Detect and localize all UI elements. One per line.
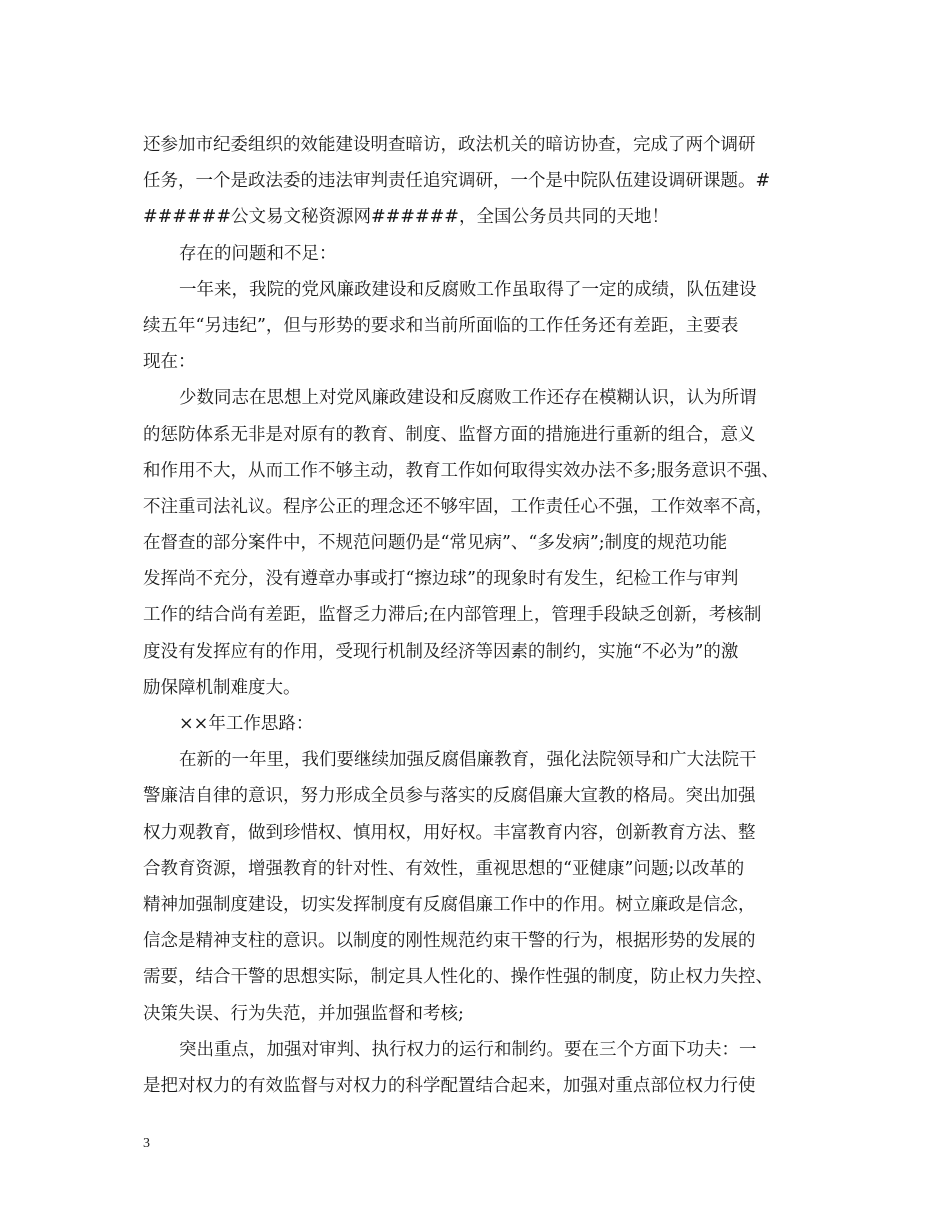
- page-number: 3: [143, 1136, 150, 1151]
- text-line: 现在：: [143, 352, 196, 373]
- text-line: 任务，一个是政法委的违法审判责任追究调研，一个是中院队伍建设调研课题。#: [143, 171, 771, 192]
- text-line: 精神加强制度建设，切实发挥制度有反腐倡廉工作中的作用。树立廉政是信念，: [143, 894, 756, 915]
- text-line: 决策失误、行为失范，并加强监督和考核;: [143, 1003, 464, 1024]
- text-line: 工作的结合尚有差距，监督乏力滞后;在内部管理上，管理手段缺乏创新，考核制: [143, 605, 762, 626]
- text-line: 是把对权力的有效监督与对权力的科学配置结合起来，加强对重点部位权力行使: [143, 1075, 756, 1096]
- text-line: 少数同志在思想上对党风廉政建设和反腐败工作还存在模糊认识，认为所谓: [179, 388, 757, 409]
- text-line: 一年来，我院的党风廉政建设和反腐败工作虽取得了一定的成绩，队伍建设: [179, 279, 757, 300]
- text-line: 在新的一年里，我们要继续加强反腐倡廉教育，强化法院领导和广大法院干: [179, 750, 757, 771]
- text-line: 在督查的部分案件中，不规范问题仍是“常见病”、“多发病”;制度的规范功能: [143, 533, 728, 554]
- text-line: 的惩防体系无非是对原有的教育、制度、监督方面的措施进行重新的组合，意义: [143, 424, 756, 445]
- text-line: 警廉洁自律的意识，努力形成全员参与落实的反腐倡廉大宣教的格局。突出加强: [143, 786, 756, 807]
- text-line: 突出重点，加强对审判、执行权力的运行和制约。要在三个方面下功夫：一: [179, 1039, 757, 1060]
- document-body: [143, 127, 808, 1104]
- text-line: 励保障机制难度大。: [143, 677, 301, 698]
- text-line: 不注重司法礼议。程序公正的理念还不够牢固，工作责任心不强，工作效率不高，: [143, 496, 773, 517]
- text-line: 发挥尚不充分，没有遵章办事或打“擦边球”的现象时有发生，纪检工作与审判: [143, 569, 739, 590]
- text-line: 合教育资源，增强教育的针对性、有效性，重视思想的“亚健康”问题;以改革的: [143, 858, 745, 879]
- text-line: 需要，结合干警的思想实际，制定具人性化的、操作性强的制度，防止权力失控、: [143, 967, 773, 988]
- text-line: 度没有发挥应有的作用，受现行机制及经济等因素的制约，实施“不必为”的激: [143, 641, 739, 662]
- text-line: 续五年“另违纪”，但与形势的要求和当前所面临的工作任务还有差距，主要表: [143, 315, 739, 336]
- text-line: 信念是精神支柱的意识。以制度的刚性规范约束干警的行为，根据形势的发展的: [143, 931, 756, 952]
- text-line: ######公文易文秘资源网######，全国公务员共同的天地！: [143, 207, 669, 228]
- section-heading: ××年工作思路：: [179, 714, 314, 734]
- text-line: 还参加市纪委组织的效能建设明查暗访，政法机关的暗访协查，完成了两个调研: [143, 135, 756, 155]
- text-line: 权力观教育，做到珍惜权、慎用权，用好权。丰富教育内容，创新教育方法、整: [143, 822, 756, 843]
- text-line: 和作用不大，从而工作不够主动，教育工作如何取得实效办法不多;服务意识不强、: [143, 460, 779, 481]
- section-heading: 存在的问题和不足：: [179, 243, 337, 264]
